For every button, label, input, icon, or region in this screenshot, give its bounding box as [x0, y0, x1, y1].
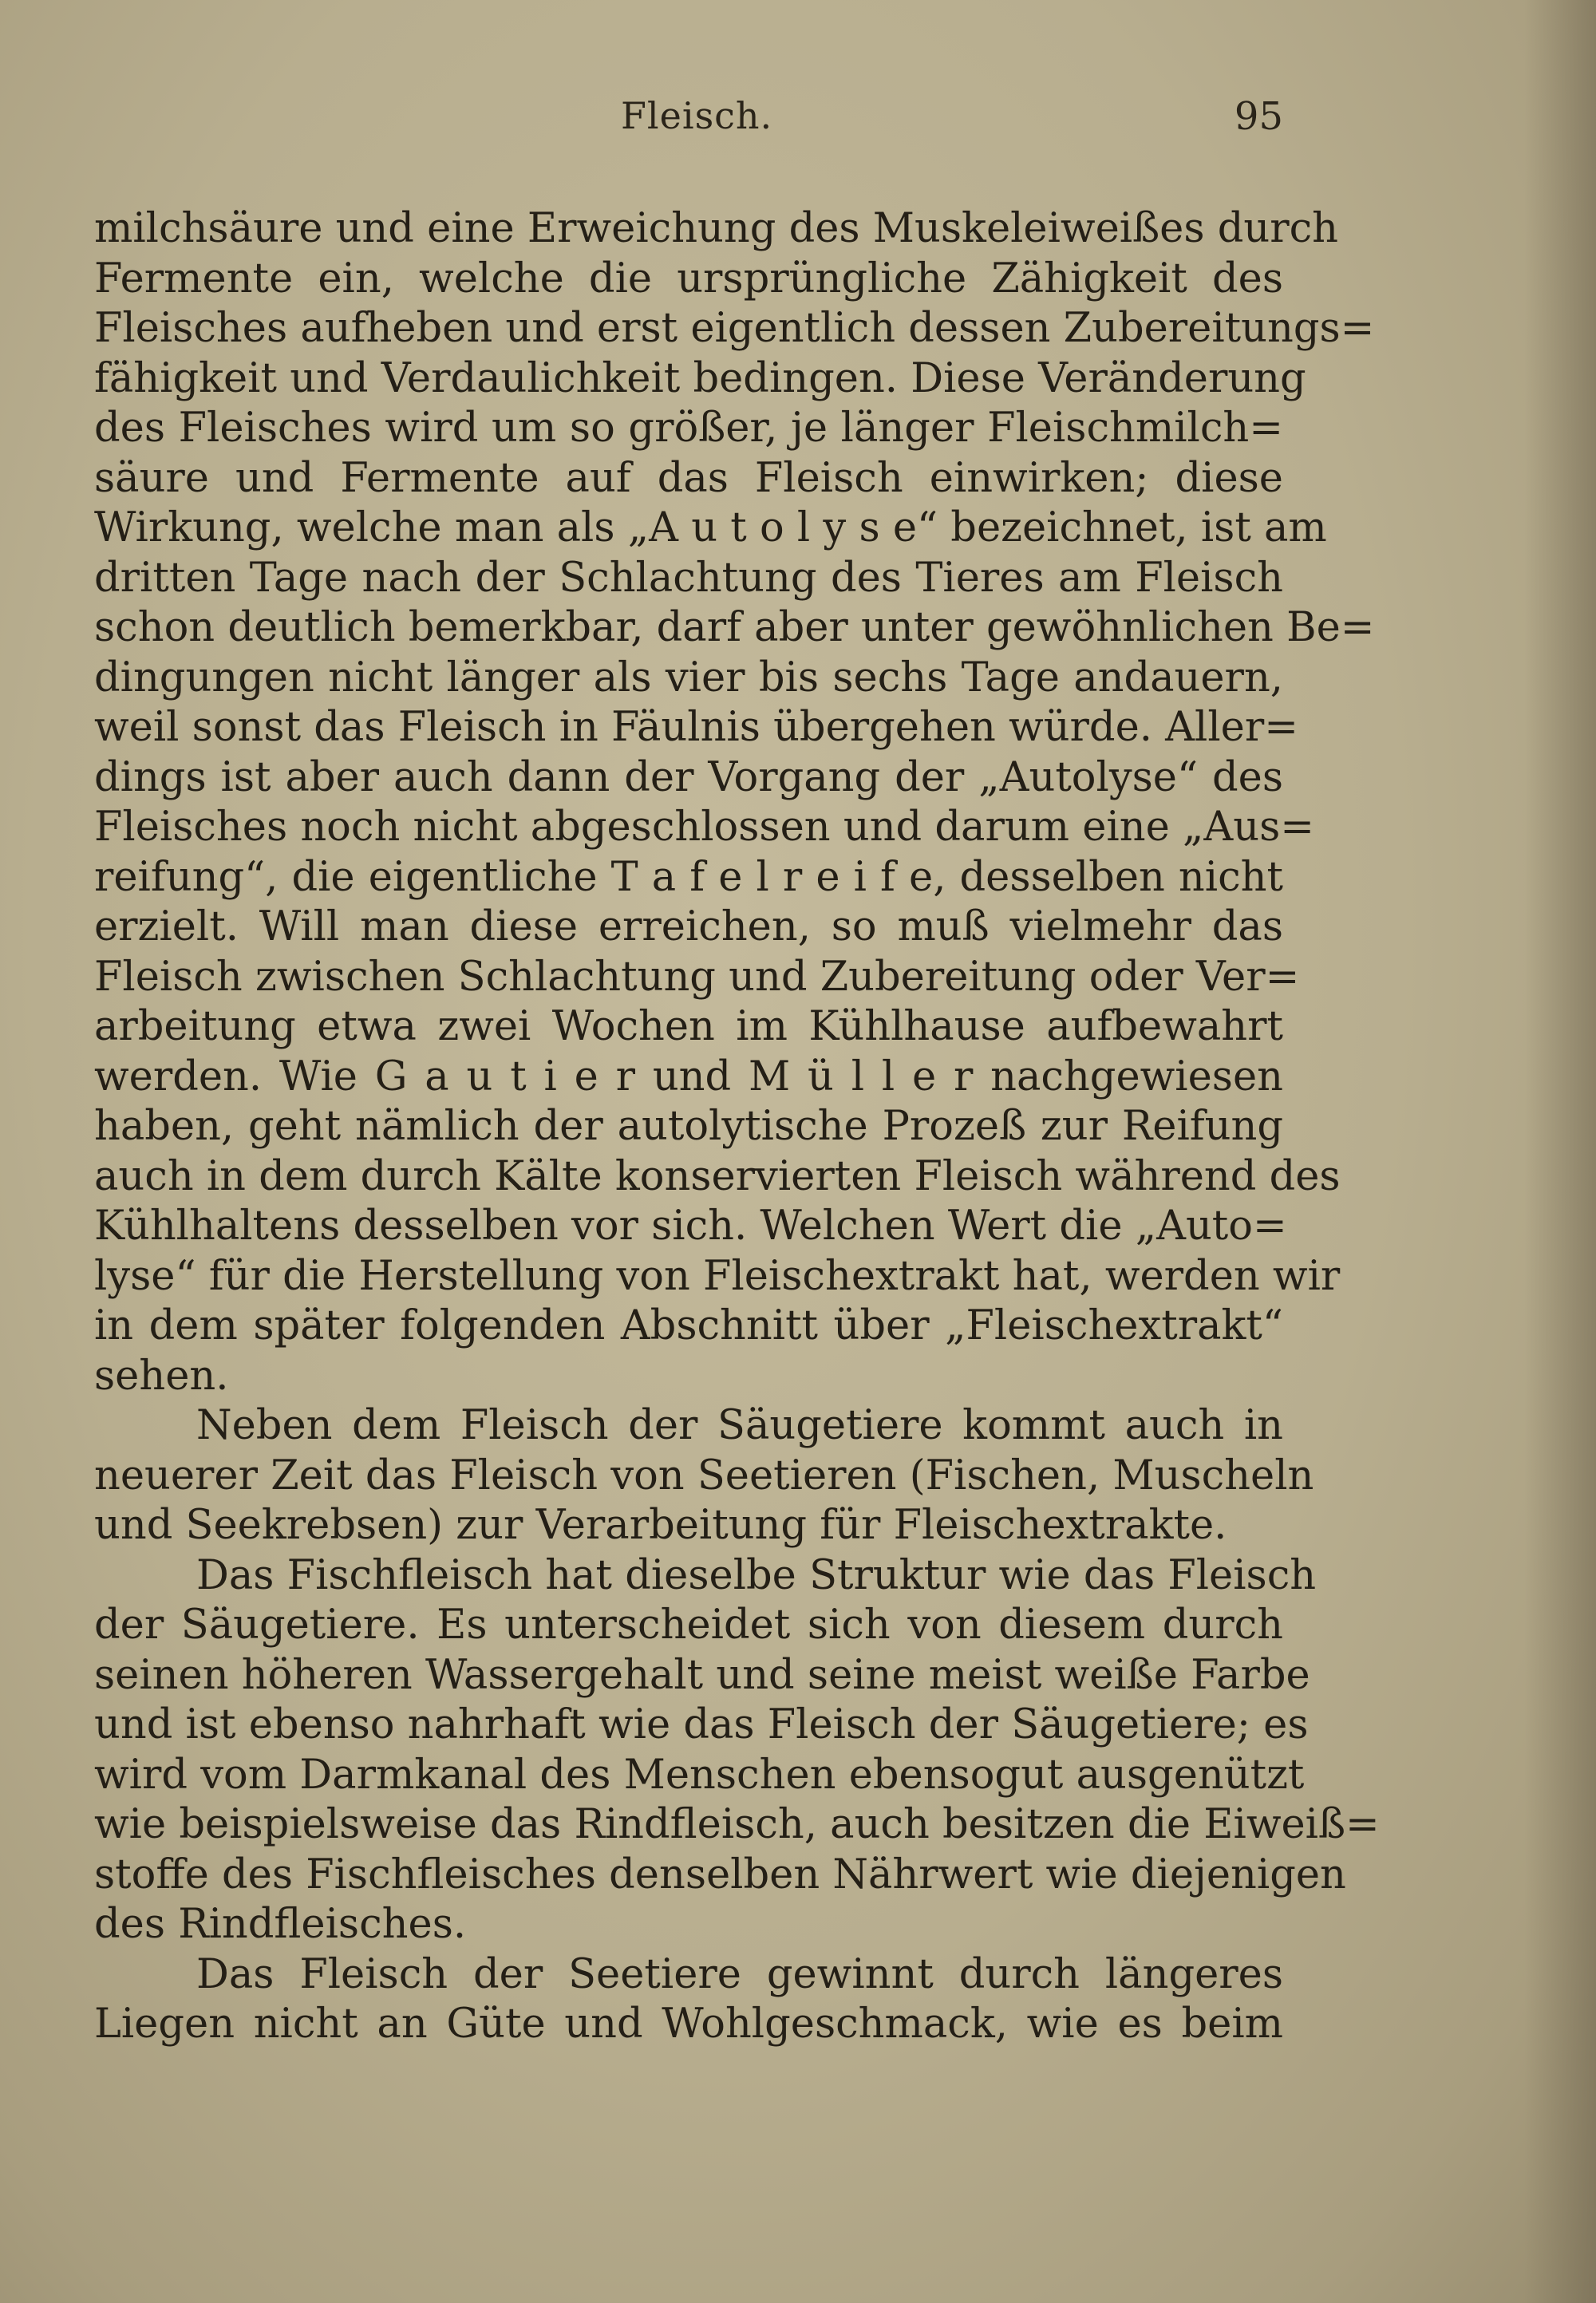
text-line: Fleisch zwischen Schlachtung und Zubereitung oder Ver= — [94, 953, 1300, 1001]
text-line: Fleisches aufheben und erst eigentlich dessen Zubereitungs= — [94, 305, 1375, 352]
text-line: dingungen nicht länger als vier bis sechs Tage andauern, — [94, 654, 1283, 701]
text-line: fähigkeit und Verdaulichkeit bedingen. Diese Veränderung — [94, 354, 1306, 402]
text-line: haben, geht nämlich der autolytische Prozeß zur Reifung — [94, 1103, 1283, 1150]
body-text — [94, 204, 1380, 2050]
text-line: lyse“ für die Herstellung von Fleischextrakt hat, werden wir — [94, 1252, 1341, 1300]
text-line: milchsäure und eine Erweichung des Muskeleiweißes durch — [94, 205, 1338, 252]
text-line: wird vom Darmkanal des Menschen ebensogut ausgenützt — [94, 1751, 1305, 1799]
text-line: dritten Tage nach der Schlachtung des Tieres am Fleisch — [94, 554, 1283, 602]
text-line: säure und Fermente auf das Fleisch einwirken; diese — [94, 454, 1283, 502]
text-line: Liegen nicht an Güte und Wohlgeschmack, wie es beim — [94, 2001, 1283, 2048]
text-line: Wirkung, welche man als „A u t o l y s e“ bezeichnet, ist am — [94, 504, 1327, 551]
paragraph-start-line: Das Fleisch der Seetiere gewinnt durch längeres — [196, 1950, 1283, 1998]
text-line: dings ist aber auch dann der Vorgang der „Autolyse“ des — [94, 753, 1283, 801]
text-line: und ist ebenso nahrhaft wie das Fleisch der Säugetiere; es — [94, 1701, 1309, 1748]
text-line: der Säugetiere. Es unterscheidet sich von diesem durch — [94, 1602, 1283, 1649]
text-line: wie beispielsweise das Rindfleisch, auch besitzen die Eiweiß= — [94, 1801, 1380, 1848]
page-number: 95 — [1234, 94, 1283, 139]
paragraph-end-line: des Rindfleisches. — [94, 1901, 467, 1948]
paragraph-start-line: Das Fischfleisch hat dieselbe Struktur wie das Fleisch — [196, 1551, 1317, 1599]
text-line: weil sonst das Fleisch in Fäulnis übergehen würde. Aller= — [94, 704, 1298, 751]
text-line: Fermente ein, welche die ursprüngliche Zähigkeit des — [94, 255, 1283, 302]
page-edge-shadow — [1524, 0, 1596, 2303]
paragraph-start-line: Neben dem Fleisch der Säugetiere kommt auch in — [196, 1402, 1283, 1449]
running-head: Fleisch. — [621, 94, 773, 137]
text-line: des Fleisches wird um so größer, je länger Fleischmilch= — [94, 405, 1283, 452]
paragraph-end-line: und Seekrebsen) zur Verarbeitung für Fleischextrakte. — [94, 1502, 1227, 1549]
text-line: werden. Wie G a u t i e r und M ü l l e r nachgewiesen — [94, 1053, 1283, 1100]
text-line: reifung“, die eigentliche T a f e l r e i f e, desselben nicht — [94, 853, 1283, 901]
text-line: seinen höheren Wassergehalt und seine meist weiße Farbe — [94, 1651, 1310, 1699]
text-line: Fleisches noch nicht abgeschlossen und darum eine „Aus= — [94, 804, 1314, 851]
page-header — [94, 94, 1283, 150]
text-line: erzielt. Will man diese erreichen, so muß vielmehr das — [94, 903, 1283, 950]
text-line: schon deutlich bemerkbar, darf aber unter gewöhnlichen Be= — [94, 604, 1375, 651]
text-line: Kühlhaltens desselben vor sich. Welchen Wert die „Auto= — [94, 1203, 1287, 1250]
paragraph-end-line: sehen. — [94, 1352, 229, 1400]
text-line: stoffe des Fischfleisches denselben Nährwert wie diejenigen — [94, 1851, 1346, 1898]
text-line: arbeitung etwa zwei Wochen im Kühlhause aufbewahrt — [94, 1003, 1283, 1050]
text-line: in dem später folgenden Abschnitt über „Fleischextrakt“ — [94, 1302, 1283, 1349]
text-line: neuerer Zeit das Fleisch von Seetieren (Fischen, Muscheln — [94, 1452, 1314, 1499]
text-line: auch in dem durch Kälte konservierten Fleisch während des — [94, 1152, 1341, 1200]
